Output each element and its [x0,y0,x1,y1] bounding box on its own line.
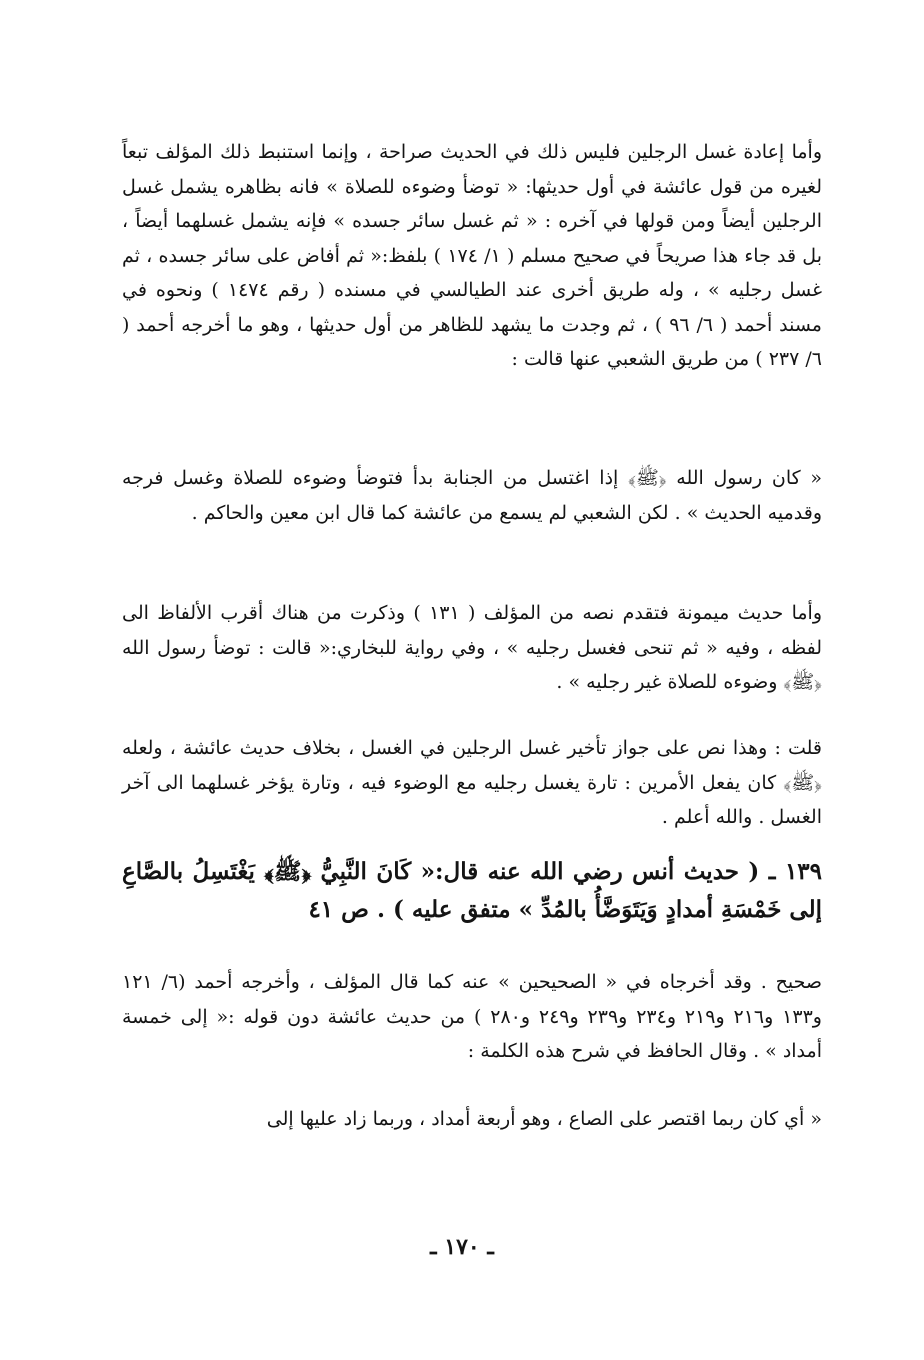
paragraph-text: صحيح . وقد أخرجاه في « الصحيحين » عنه كما قال المؤلف ، وأخرجه أحمد (٦/ ١٢١ و١٣٣ و٢١٦ و٢١٩ و٢٣٤ و٢٣٩ و٢٤٩ و٢٨٠ ) من حديث عائشة دون قوله :« إلى خمسة أمداد » . وقال الحافظ في شرح هذه الكلمة : [122,971,822,1062]
paragraph-text: وأما حديث ميمونة فتقدم نصه من المؤلف ( ١٣١ ) وذكرت من هناك أقرب الألفاظ الى لفظه ، وفيه « ثم تنحى فغسل رجليه » ، وفي رواية للبخاري:« قالت : توضأ رسول الله ﴿ﷺ﴾ وضوءه للصلاة غير رجليه » . [122,602,822,693]
paragraph-washing-feet [122,135,822,377]
paragraph-aisha-narration [122,461,822,530]
hadith-139-heading [122,853,822,929]
paragraph-text: وأما إعادة غسل الرجلين فليس ذلك في الحديث صراحة ، وإنما استنبط ذلك المؤلف تبعاً لغيره من قول عائشة في أول حديثها: « توضأ وضوءه للصلاة » فانه بظاهره يشمل غسل الرجلين أيضاً ومن قولها في آخره : « ثم غسل سائر جسده » فإنه يشمل غسلهما أيضاً ، بل قد جاء هذا صريحاً في صحيح مسلم ( ١/ ١٧٤ ) بلفظ:« ثم أفاض على سائر جسده ، ثم غسل رجليه » ، وله طريق أخرى عند الطيالسي في مسنده ( رقم ١٤٧٤ ) ونحوه في مسند أحمد ( ٦/ ٩٦ ) ، ثم وجدت ما يشهد للظاهر من أول حديثها ، وهو ما أخرجه أحمد ( ٦/ ٢٣٧ ) من طريق الشعبي عنها قالت : [122,141,823,370]
paragraph-hafiz-quote [122,1102,822,1137]
paragraph-authentication [122,965,822,1069]
paragraph-maymuna-hadith [122,596,822,700]
paragraph-text: قلت : وهذا نص على جواز تأخير غسل الرجلين في الغسل ، بخلاف حديث عائشة ، ولعله ﴿ﷺ﴾ كان يفعل الأمرين : تارة يغسل رجليه مع الوضوء فيه ، وتارة يؤخر غسلهما الى آخر الغسل . والله أعلم . [122,737,822,828]
paragraph-text: « أي كان ربما اقتصر على الصاع ، وهو أربعة أمداد ، وربما زاد عليها إلى [266,1108,822,1130]
paragraph-text: « كان رسول الله ﴿ﷺ﴾ إذا اغتسل من الجنابة بدأ فتوضأ وضوءه للصلاة وغسل فرجه وقدميه الحديث » . لكن الشعبي لم يسمع من عائشة كما قال ابن معين والحاكم . [122,467,822,524]
page-number: ـ ١٧٠ ـ [430,1234,494,1260]
paragraph-author-comment [122,731,822,835]
hadith-text: ١٣٩ ـ ( حديث أنس رضي الله عنه قال:« كَانَ النَّبِيُّ ﴿ﷺ﴾ يَغْتَسِلُ بالصَّاعِ إلى خَمْسَةِ أمدادٍ وَيَتَوَضَّأُ بالمُدِّ » متفق عليه ) . ص ٤١ [122,858,822,923]
